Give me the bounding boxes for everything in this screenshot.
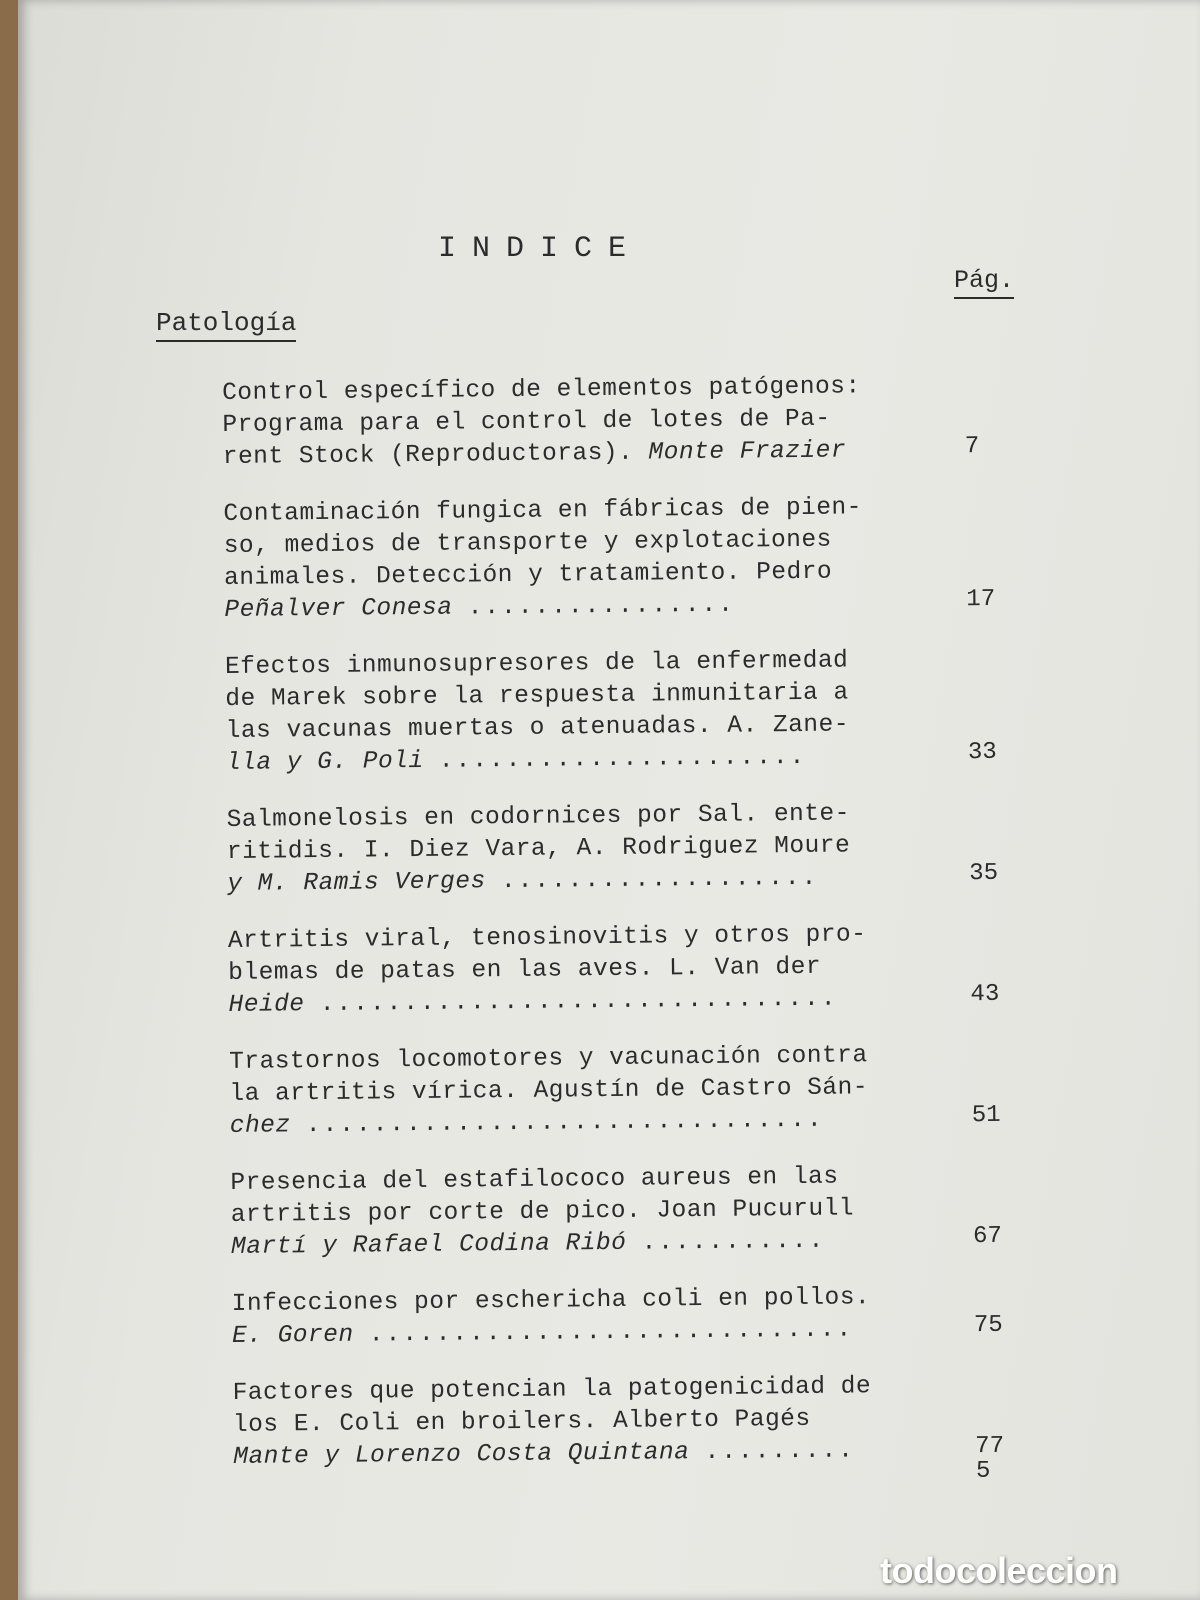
toc-entry-author: y M. Ramis Verges: [227, 868, 486, 898]
page-column-header: Pág.: [954, 266, 1014, 299]
page-title: INDICE: [438, 232, 643, 266]
toc-entry-leader-dots: .........: [704, 1437, 856, 1467]
toc-entry-last-line: [232, 1314, 922, 1353]
toc-entry-last-line: [228, 983, 918, 1022]
toc-entry-line: Factores que potencian la patogenicidad de: [232, 1373, 872, 1407]
toc-entry-text: [229, 1040, 920, 1143]
toc-entry-author: Martí y Rafael Codina Ribó: [230, 1229, 627, 1261]
section-heading: Patología: [156, 308, 296, 342]
toc-entry-line: so, medios de transporte y explotaciones: [223, 526, 832, 560]
toc-entry-last-line: [233, 1435, 923, 1474]
toc-entry-line: las vacunas muertas o atenuadas. A. Zane-: [225, 711, 850, 745]
toc-entry-last-line: [231, 1225, 921, 1264]
toc-entry-line: Control específico de elementos patógenos:: [222, 373, 861, 407]
toc-entry: [229, 1038, 1130, 1143]
toc-entry-leader-dots: ...............................: [319, 985, 838, 1019]
toc-entry: [222, 369, 1123, 474]
toc-entry-text: [230, 1161, 921, 1264]
toc-entry-page-number: 75: [973, 1311, 1003, 1340]
toc-entry: [226, 796, 1127, 901]
toc-entry-line: Efectos inmunosupresores de la enfermedad: [224, 647, 849, 681]
toc-entry-line: Trastornos locomotores y vacunación contra: [229, 1042, 868, 1076]
toc-entry-page-number: 7: [964, 433, 980, 461]
toc-entry: [223, 490, 1124, 627]
toc-entry-text: [226, 798, 917, 901]
toc-entry-line: Infecciones por eschericha coli en pollos.: [231, 1284, 871, 1318]
toc-entry: [232, 1280, 1133, 1353]
toc-entry-text: [223, 492, 914, 627]
toc-entry: [230, 1159, 1131, 1264]
toc-entry-last-line: [226, 741, 916, 780]
toc-entry-author: lla y G. Poli: [225, 747, 424, 777]
toc-entry-last-line: [227, 862, 917, 901]
toc-entry-author: Monte Frazier: [648, 437, 847, 467]
toc-entry-line: la artritis vírica. Agustín de Castro Sán-: [229, 1074, 869, 1108]
toc-entry-line: los E. Coli en broilers. Alberto Pagés: [232, 1405, 811, 1439]
toc-entry-leader-dots: ...........: [641, 1227, 826, 1257]
toc-entry-page-number: 77: [975, 1432, 1005, 1461]
toc-entry-last-line: [224, 588, 914, 627]
toc-entry: [228, 917, 1129, 1022]
toc-entry: [232, 1369, 1133, 1474]
toc-entry-page-number: 51: [971, 1101, 1001, 1130]
toc-entry-leader-dots: .............................: [368, 1316, 854, 1349]
toc-entry-line: artritis por corte de pico. Joan Pucurull: [230, 1195, 855, 1229]
toc-entry-line: Programa para el control de lotes de Pa-: [222, 405, 831, 439]
toc-entry-page-number: 17: [966, 585, 996, 614]
toc-entry-title-end: rent Stock (Reproductoras).: [222, 439, 634, 471]
toc-entry-line: Artritis viral, tenosinovitis y otros pro-: [227, 921, 867, 955]
toc-entry: [225, 643, 1126, 780]
toc-entry-text: [232, 1282, 923, 1353]
watermark-logo: todocoleccion: [880, 1550, 1118, 1591]
toc-entry-leader-dots: ................: [467, 591, 736, 622]
toc-entry-leader-dots: ...............................: [305, 1106, 824, 1140]
toc-entry-author: E. Goren: [231, 1321, 354, 1350]
toc-entry-text: [228, 919, 919, 1022]
toc-entry-text: [232, 1371, 923, 1474]
toc-entry-last-line: [223, 435, 913, 474]
toc-entry-author: Mante y Lorenzo Costa Quintana: [233, 1439, 690, 1471]
toc-entry-line: blemas de patas en las aves. L. Van der: [228, 953, 822, 987]
toc-entry-text: [222, 371, 913, 474]
toc-entry-line: Contaminación fungica en fábricas de pien-: [223, 494, 863, 528]
toc-entry-line: ritidis. I. Diez Vara, A. Rodriguez Moure: [226, 832, 851, 866]
toc-entry-author: Peñalver Conesa: [224, 594, 453, 624]
toc-entry-page-number: 43: [970, 980, 1000, 1009]
toc-entry-page-number: 67: [972, 1222, 1002, 1251]
toc-entry-last-line: [230, 1104, 920, 1143]
toc-entry-page-number: 33: [967, 738, 997, 767]
toc-entry-line: Salmonelosis en codornices por Sal. ente-: [226, 800, 851, 834]
toc-entry-text: [225, 645, 916, 780]
page-folio: 5: [976, 1458, 991, 1485]
toc-entry-author: chez: [229, 1112, 291, 1140]
toc-entry-line: animales. Detección y tratamiento. Pedro: [223, 558, 833, 592]
toc-entries: [222, 369, 1134, 1499]
toc-entry-leader-dots: ......................: [438, 743, 807, 775]
toc-entry-author: Heide: [228, 991, 305, 1019]
toc-entry-line: de Marek sobre la respuesta inmunitaria a: [225, 679, 849, 713]
toc-entry-page-number: 35: [969, 859, 999, 888]
book-page: [18, 0, 1200, 1600]
toc-entry-leader-dots: ...................: [500, 864, 819, 896]
toc-entry-line: Presencia del estafilococo aureus en las: [230, 1163, 839, 1197]
